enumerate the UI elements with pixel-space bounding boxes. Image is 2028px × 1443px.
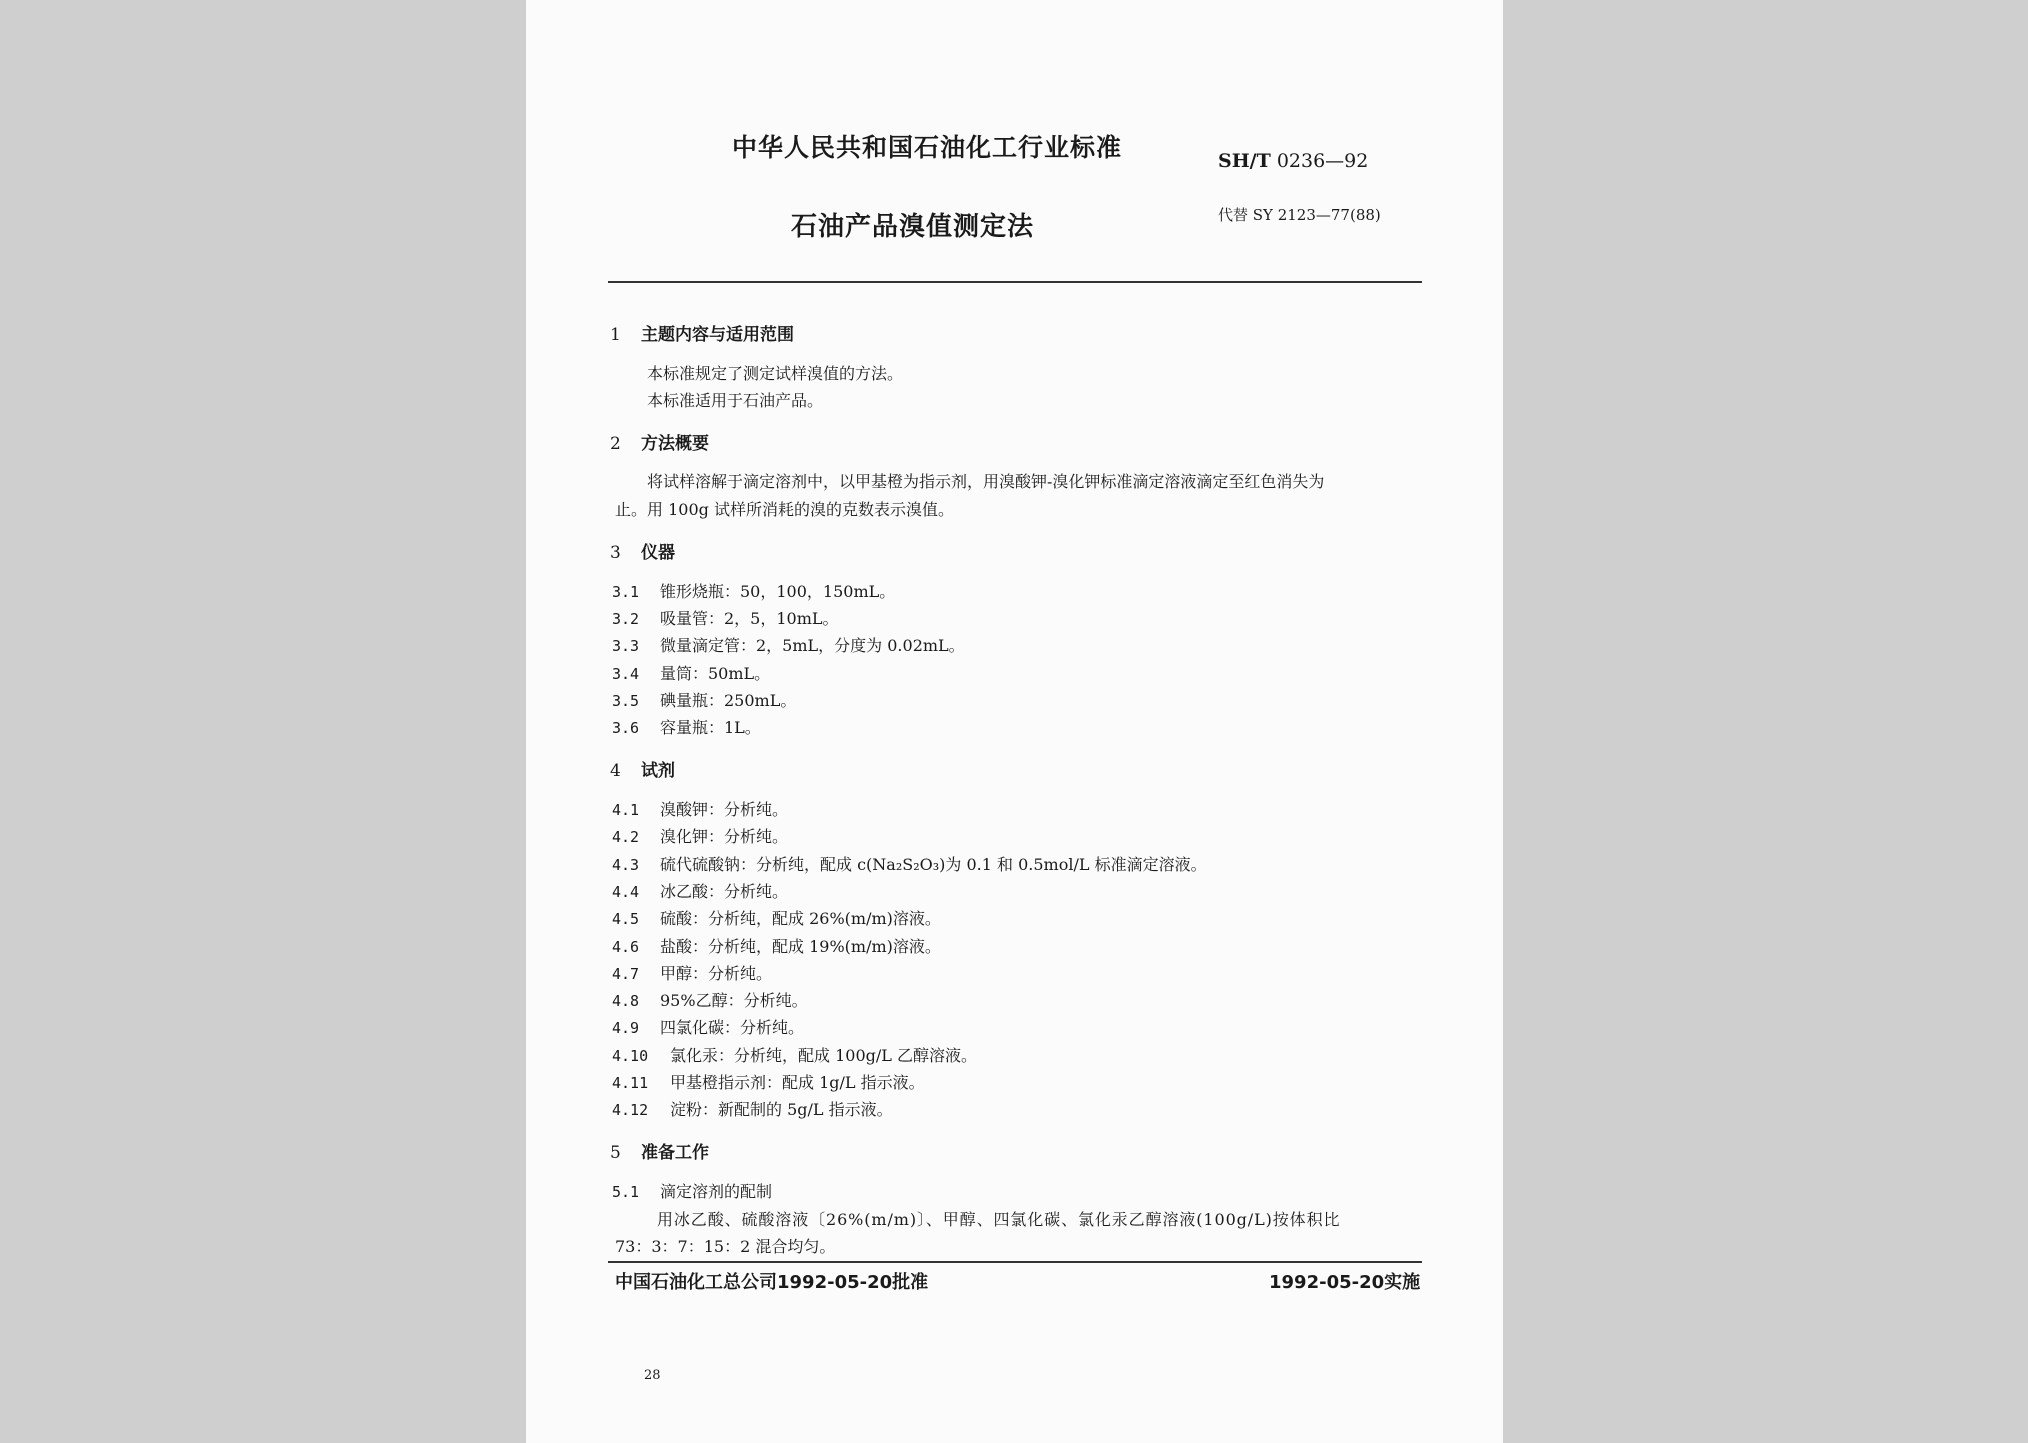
section-title: 方法概要 (641, 434, 709, 454)
list-item (612, 961, 772, 984)
item-text: 溴酸钾：分析纯。 (660, 800, 789, 819)
section-4-heading (610, 756, 675, 781)
list-item (612, 852, 1207, 875)
section-5-heading (610, 1138, 709, 1163)
item-text: 硫代硫酸钠：分析纯，配成 c(Na₂S₂O₃)为 0.1 和 0.5mol/L 标准滴定溶液。 (660, 855, 1207, 874)
document-title: 石油产品溴值测定法 (791, 212, 1035, 242)
section-1-heading (610, 320, 794, 345)
item-text: 碘量瓶：250mL。 (660, 691, 797, 710)
list-item (612, 606, 839, 629)
item-text: 甲醇：分析纯。 (660, 964, 773, 983)
item-number: 4.10 (612, 1047, 649, 1065)
subsection-5-1 (612, 1179, 772, 1202)
footer-rule (608, 1261, 1422, 1263)
item-number: 3.1 (612, 583, 640, 601)
page-number: 28 (644, 1368, 661, 1383)
list-item (612, 688, 796, 711)
section-number: 4 (610, 761, 621, 781)
section-number: 1 (610, 325, 621, 345)
section-2-line-2: 止。用 100g 试样所消耗的溴的克数表示溴值。 (615, 500, 954, 519)
item-text: 95%乙醇：分析纯。 (660, 991, 808, 1010)
section-number: 5 (610, 1143, 621, 1163)
item-number: 4.3 (612, 856, 640, 874)
item-number: 5.1 (612, 1183, 640, 1201)
item-number: 4.7 (612, 965, 640, 983)
standard-title: 中华人民共和国石油化工行业标准 (732, 133, 1123, 162)
subsection-title: 滴定溶剂的配制 (660, 1182, 773, 1201)
code-prefix: SH/T (1218, 150, 1271, 172)
section-title: 试剂 (641, 761, 675, 781)
list-item (612, 879, 788, 902)
list-item (612, 661, 770, 684)
list-item (612, 1097, 893, 1120)
effective-date: 1992-05-20实施 (1269, 1272, 1421, 1293)
document-page (526, 0, 1503, 1443)
approval-note: 中国石油化工总公司1992-05-20批准 (615, 1272, 929, 1293)
section-1-line-2: 本标准适用于石油产品。 (647, 391, 824, 410)
item-text: 淀粉：新配制的 5g/L 指示液。 (670, 1100, 893, 1119)
item-text: 容量瓶：1L。 (660, 718, 761, 737)
item-text: 硫酸：分析纯，配成 26%(m/m)溶液。 (660, 909, 941, 928)
item-number: 4.2 (612, 828, 640, 846)
list-item (612, 934, 941, 957)
section-number: 2 (610, 434, 621, 454)
item-number: 3.4 (612, 665, 640, 683)
item-number: 3.3 (612, 637, 640, 655)
section-number: 3 (610, 543, 621, 563)
list-item (612, 633, 965, 656)
list-item (612, 988, 808, 1011)
item-number: 4.12 (612, 1101, 649, 1119)
section-title: 准备工作 (641, 1143, 709, 1163)
item-text: 溴化钾：分析纯。 (660, 827, 789, 846)
item-number: 4.1 (612, 801, 640, 819)
list-item (612, 906, 941, 929)
item-number: 4.5 (612, 910, 640, 928)
item-text: 锥形烧瓶：50，100，150mL。 (660, 582, 896, 601)
section-5-line-1: 用冰乙酸、硫酸溶液〔26%(m/m)〕、甲醇、四氯化碳、氯化汞乙醇溶液(100g/L)按体积比 (657, 1210, 1341, 1229)
standard-code (1218, 150, 1368, 172)
item-number: 4.9 (612, 1019, 640, 1037)
section-1-line-1: 本标准规定了测定试样溴值的方法。 (647, 364, 904, 383)
item-text: 微量滴定管：2，5mL，分度为 0.02mL。 (660, 636, 965, 655)
item-number: 4.8 (612, 992, 640, 1010)
section-5-line-2: 73：3：7：15：2 混合均匀。 (615, 1237, 836, 1256)
code-number: 0236—92 (1276, 150, 1369, 172)
list-item (612, 1015, 804, 1038)
list-item (612, 1043, 977, 1066)
item-text: 吸量管：2，5，10mL。 (660, 609, 839, 628)
list-item (612, 579, 895, 602)
item-text: 冰乙酸：分析纯。 (660, 882, 789, 901)
item-number: 3.6 (612, 719, 640, 737)
item-number: 4.6 (612, 938, 640, 956)
list-item (612, 797, 788, 820)
list-item (612, 824, 788, 847)
header-rule (608, 281, 1422, 283)
item-number: 4.4 (612, 883, 640, 901)
item-text: 甲基橙指示剂：配成 1g/L 指示液。 (670, 1073, 925, 1092)
list-item (612, 1070, 925, 1093)
section-2-heading (610, 429, 709, 454)
item-text: 四氯化碳：分析纯。 (660, 1018, 805, 1037)
list-item (612, 715, 761, 738)
item-number: 3.5 (612, 692, 640, 710)
item-number: 4.11 (612, 1074, 649, 1092)
item-text: 盐酸：分析纯，配成 19%(m/m)溶液。 (660, 937, 941, 956)
section-title: 主题内容与适用范围 (641, 325, 794, 345)
item-text: 氯化汞：分析纯，配成 100g/L 乙醇溶液。 (670, 1046, 977, 1065)
item-number: 3.2 (612, 610, 640, 628)
item-text: 量筒：50mL。 (660, 664, 771, 683)
section-3-heading (610, 538, 675, 563)
section-title: 仪器 (641, 543, 675, 563)
replaces-note: 代替 SY 2123—77(88) (1218, 206, 1381, 224)
section-2-line-1: 将试样溶解于滴定溶剂中，以甲基橙为指示剂，用溴酸钾-溴化钾标准滴定溶液滴定至红色消失为 (647, 472, 1325, 491)
